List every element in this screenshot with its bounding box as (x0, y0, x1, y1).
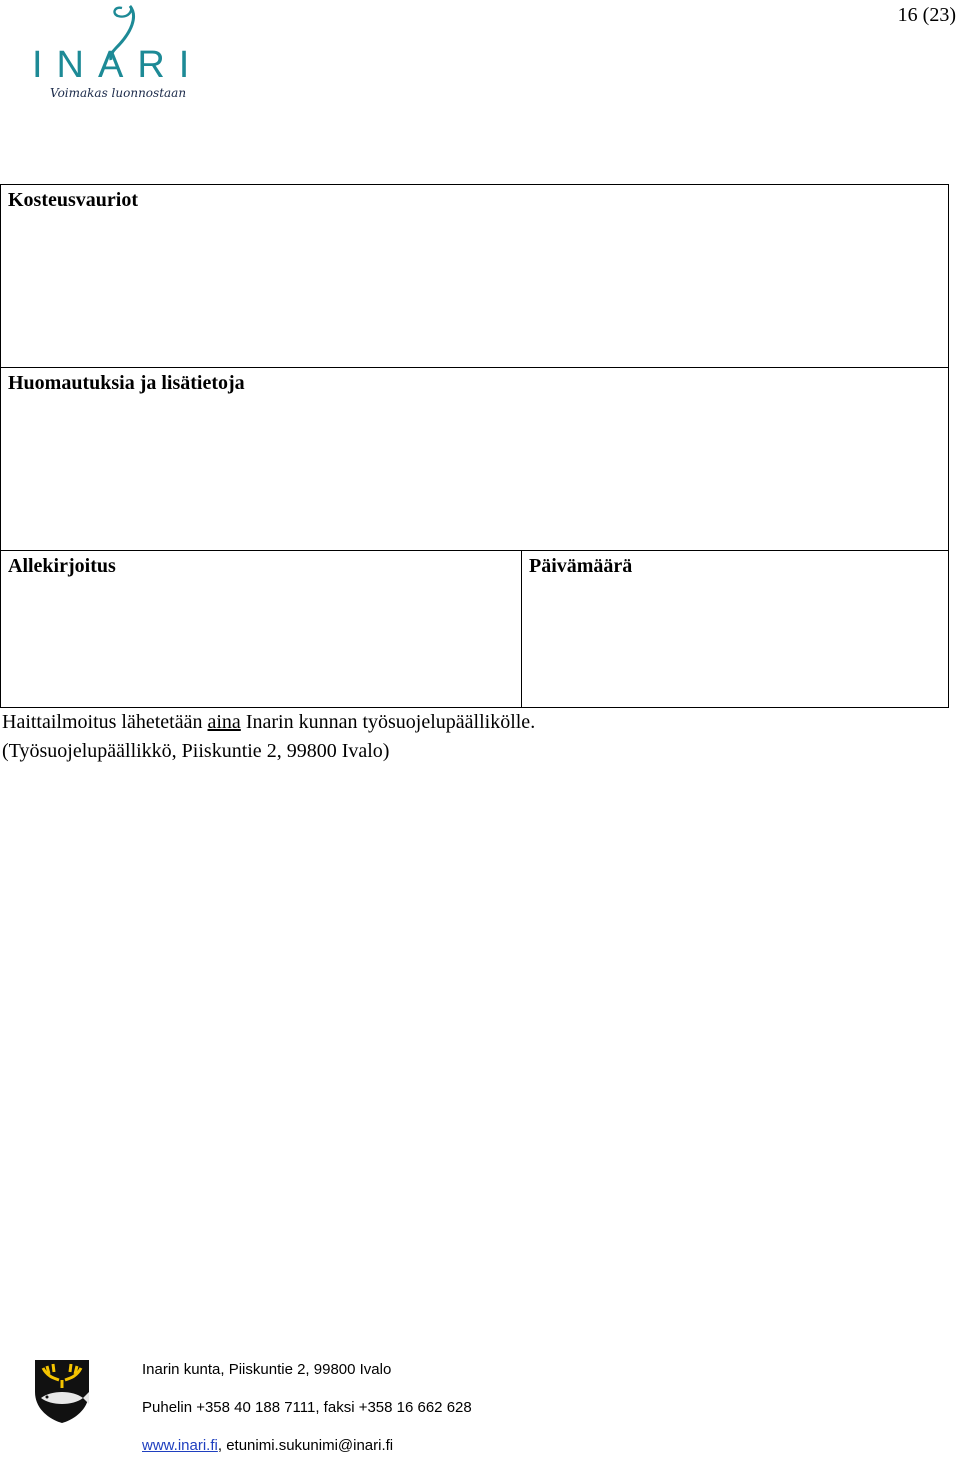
moisture-damage-label: Kosteusvauriot (8, 189, 138, 211)
notice-text-end: Inarin kunnan työsuojelupäällikölle. (240, 711, 536, 733)
damage-report-form (0, 184, 949, 708)
moisture-damage-field[interactable] (1, 185, 949, 368)
signature-field[interactable] (1, 551, 522, 708)
submission-notice (2, 708, 535, 766)
logo-wordmark: INARI (32, 44, 204, 86)
footer-phone: Puhelin +358 40 188 7111, faksi +358 16 662 628 (142, 1399, 472, 1416)
page-number: 16 (23) (897, 4, 956, 26)
municipal-crest-icon (33, 1358, 91, 1424)
footer-email: , etunimi.sukunimi@inari.fi (217, 1437, 394, 1454)
logo-tagline: Voimakas luonnostaan (50, 86, 187, 100)
remarks-label: Huomautuksia ja lisätietoja (8, 372, 245, 394)
notice-text-start: Haittailmoitus lähetetään (2, 711, 208, 733)
remarks-field[interactable] (1, 368, 949, 551)
signature-label: Allekirjoitus (8, 555, 116, 577)
footer-contact (142, 1437, 393, 1454)
date-field[interactable] (522, 551, 949, 708)
website-link[interactable]: www.inari.fi (142, 1437, 218, 1454)
notice-line-1 (2, 708, 535, 737)
notice-line-2: (Työsuojelupäällikkö, Piiskuntie 2, 99800 Ivalo) (2, 740, 390, 762)
notice-emphasis: aina (207, 711, 241, 733)
footer-address: Inarin kunta, Piiskuntie 2, 99800 Ivalo (142, 1361, 392, 1378)
inari-logo (32, 2, 212, 100)
date-label: Päivämäärä (529, 555, 633, 577)
